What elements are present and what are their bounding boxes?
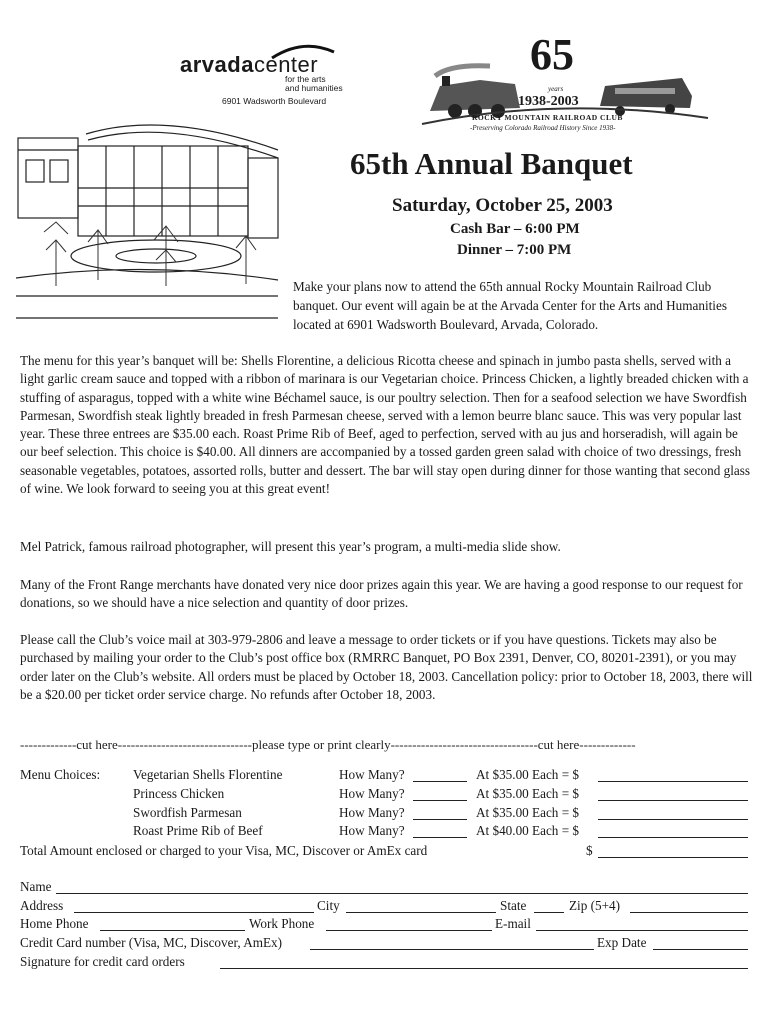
price-label: At $40.00 Each = $ <box>476 823 580 838</box>
event-date: Saturday, October 25, 2003 <box>392 195 613 216</box>
state-field[interactable] <box>534 912 564 913</box>
signature-label: Signature for credit card orders <box>20 954 185 969</box>
home-phone-label: Home Phone <box>20 916 89 931</box>
state-label: State <box>500 898 527 913</box>
intro-paragraph: Make your plans now to attend the 65th annual Rocky Mountain Railroad Club banquet. Our event will again be at the Arvada Center for the Arts and Humanities located at 6901 Wadsworth Boulevard, Arvada, Colorado. <box>293 279 727 332</box>
signature-field[interactable] <box>220 968 748 969</box>
price-label: At $35.00 Each = $ <box>476 767 580 782</box>
arvada-address: 6901 Wadsworth Boulevard <box>222 96 327 106</box>
program-paragraph: Mel Patrick, famous railroad photographer, will present this year’s program, a multi-media slide show. <box>20 539 561 554</box>
how-many-label: How Many? <box>339 823 405 838</box>
credit-card-row <box>20 935 750 953</box>
tickets-paragraph: Please call the Club’s voice mail at 303-979-2806 and leave a message to order tickets or if you have questions. Tickets may also be purchased by mailing your order to the Club’s post office box (RMRRC Banquet, PO Box 2391, Denver, CO, 80201-2391), or you may order later on the Club’s website. All orders must be placed by October 18, 2003. Cancellation policy: prior to October 18, 2003, there will be a $20.00 per ticket order service charge. No refunds after October 18, 2003. <box>20 632 753 702</box>
total-amount-field[interactable] <box>598 857 748 858</box>
quantity-field[interactable] <box>413 800 467 801</box>
price-label: At $35.00 Each = $ <box>476 786 580 801</box>
rmrc-motto: -Preserving Colorado Railroad History Since 1938- <box>470 124 616 132</box>
rmrc-65-logo <box>420 30 710 138</box>
name-row <box>20 879 750 897</box>
quantity-field[interactable] <box>413 837 467 838</box>
total-row <box>20 843 750 861</box>
arvada-wordmark: arvadacenter <box>180 52 319 77</box>
arvada-center-logo <box>180 48 390 110</box>
menu-item-name: Princess Chicken <box>133 786 225 801</box>
total-dollar-sign: $ <box>586 843 593 858</box>
exp-date-label: Exp Date <box>597 935 647 950</box>
dinner-time: Dinner – 7:00 PM <box>457 242 572 258</box>
address-row <box>20 898 750 916</box>
cut-here-line: -------------cut here-------------------------------please type or print clearly----------------------------------cut here------------- <box>20 737 636 752</box>
menu-item-name: Vegetarian Shells Florentine <box>133 767 283 782</box>
menu-paragraph: The menu for this year’s banquet will be: Shells Florentine, a delicious Ricotta cheese and spinach in jumbo pasta shells, served with a light garlic cream sauce and topped with a ribbon of marinara is our Vegetarian choice. Princess Chicken, a lightly breaded chicken with a stuffing of asparagus, topped with a white wine Béchamel sauce, is our poultry selection. Then for a seafood selection we have Swordfish Parmesan, Swordfish steak lightly breaded in fresh Parmesan cheese, served with a lemon beurre blanc sauce. This was very popular last year. These three entrees are $35.00 each. Roast Prime Rib of Beef, aged to perfection, served with au jus and horseradish, will again be our beef selection. This choice is $40.00. All dinners are accompanied by a tossed garden green salad with choice of two dressings, fresh seasonable vegetables, potatoes, assorted rolls, butter and dessert. The bar will stay open during dinner for those wanting that second glass of wine. We look forward to seeing you at this great event! <box>20 353 751 497</box>
phone-row <box>20 916 750 934</box>
subtotal-field[interactable] <box>598 781 748 782</box>
name-label: Name <box>20 879 52 894</box>
how-many-label: How Many? <box>339 805 405 820</box>
email-label: E-mail <box>495 916 531 931</box>
exp-date-field[interactable] <box>653 949 748 950</box>
cash-bar-time: Cash Bar – 6:00 PM <box>450 221 580 237</box>
subtotal-field[interactable] <box>598 819 748 820</box>
how-many-label: How Many? <box>339 767 405 782</box>
arvada-center-building-illustration <box>16 110 280 328</box>
work-phone-field[interactable] <box>326 930 492 931</box>
rmrc-years-label: years <box>548 85 564 93</box>
total-label: Total Amount enclosed or charged to your Visa, MC, Discover or AmEx card <box>20 843 428 858</box>
address-field[interactable] <box>74 912 314 913</box>
menu-row-vegetarian <box>20 767 750 785</box>
page-title: 65th Annual Banquet <box>350 146 633 181</box>
subtotal-field[interactable] <box>598 800 748 801</box>
rmrc-club-name: ROCKY MOUNTAIN RAILROAD CLUB <box>472 113 623 122</box>
city-label: City <box>317 898 340 913</box>
quantity-field[interactable] <box>413 819 467 820</box>
work-phone-label: Work Phone <box>249 916 315 931</box>
menu-item-name: Roast Prime Rib of Beef <box>133 823 263 838</box>
zip-label: Zip (5+4) <box>569 898 621 913</box>
rmrc-65-number: 65 <box>530 30 574 79</box>
menu-row-swordfish <box>20 805 750 823</box>
quantity-field[interactable] <box>413 781 467 782</box>
menu-choices-label: Menu Choices: <box>20 767 101 782</box>
signature-row <box>20 954 750 972</box>
city-field[interactable] <box>346 912 496 913</box>
rmrc-year-range: 1938-2003 <box>518 94 579 109</box>
name-field[interactable] <box>56 893 748 894</box>
home-phone-field[interactable] <box>100 930 245 931</box>
door-prizes-paragraph: Many of the Front Range merchants have donated very nice door prizes again this year. We are having a good response to our request for donations, so we should have a nice selection and quantity of door prizes. <box>20 577 743 611</box>
zip-field[interactable] <box>630 912 748 913</box>
arvada-tagline-1: for the arts <box>285 74 326 84</box>
credit-card-label: Credit Card number (Visa, MC, Discover, AmEx) <box>20 935 283 950</box>
menu-row-chicken <box>20 786 750 804</box>
how-many-label: How Many? <box>339 786 405 801</box>
menu-row-prime-rib <box>20 823 750 841</box>
menu-item-name: Swordfish Parmesan <box>133 805 242 820</box>
email-field[interactable] <box>536 930 748 931</box>
subtotal-field[interactable] <box>598 837 748 838</box>
price-label: At $35.00 Each = $ <box>476 805 580 820</box>
credit-card-field[interactable] <box>310 949 594 950</box>
arvada-tagline-2: and humanities <box>285 83 343 93</box>
address-label: Address <box>20 898 64 913</box>
